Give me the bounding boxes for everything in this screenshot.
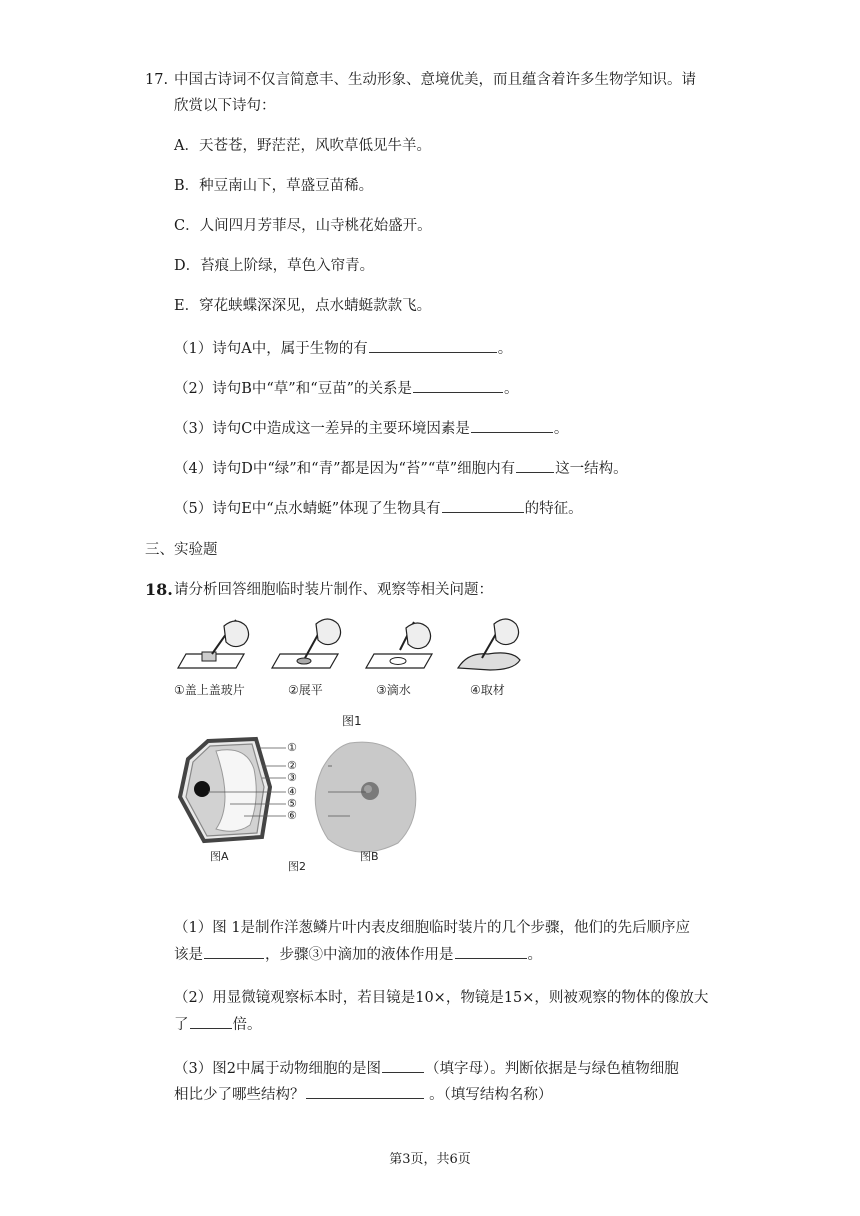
question-17-intro-line1: 中国古诗词不仅言简意丰、生动形象、意境优美，而且蕴含着许多生物学知识。请 — [174, 72, 696, 88]
q17-sub4-text: （4）诗句D中“绿”和“青”都是因为“苔”“草”细胞内有 — [174, 461, 516, 477]
answer-blank[interactable] — [369, 338, 497, 353]
answer-blank[interactable] — [382, 1058, 424, 1073]
figure-1-caption: 图1 — [342, 714, 362, 728]
structure-number-1: ① — [287, 741, 297, 754]
answer-blank[interactable] — [455, 944, 527, 959]
q18-sub3-line2 — [174, 1084, 552, 1105]
q17-sub5-text: （5）诗句E中“点水蜻蜓”体现了生物具有 — [174, 501, 441, 517]
option-c: C．人间四月芳菲尽，山寺桃花始盛开。 — [174, 218, 432, 234]
answer-blank[interactable] — [471, 418, 553, 433]
answer-blank[interactable] — [413, 378, 503, 393]
q17-sub3-text: （3）诗句C中造成这一差异的主要环境因素是 — [174, 421, 470, 437]
q18-sub2-line2 — [174, 1014, 262, 1035]
q18-sub1-text-c: 。 — [527, 947, 542, 963]
q18-sub1-text-a: 该是 — [174, 947, 203, 963]
q18-sub3-text-d: 。（填写结构名称） — [424, 1087, 553, 1103]
page-footer: 第3页，共6页 — [389, 1152, 471, 1167]
q18-sub1-line2 — [174, 944, 542, 965]
q18-sub2-text-b: 倍。 — [232, 1017, 262, 1033]
animal-cell-drawing — [315, 742, 416, 852]
structure-number-3: ③ — [287, 771, 297, 784]
q17-sub5 — [174, 498, 583, 519]
option-b: B．种豆南山下，草盛豆苗稀。 — [174, 178, 374, 194]
step-4-label: ④取材 — [470, 683, 505, 697]
q18-sub3-text-a: （3）图2中属于动物细胞的是图 — [174, 1061, 381, 1077]
figure-2-label-a: 图A — [210, 850, 229, 863]
step-cover-slip-drawing — [178, 620, 249, 668]
section-title: 三、实验题 — [145, 542, 218, 558]
answer-blank[interactable] — [204, 944, 264, 959]
step-drop-water-drawing — [366, 622, 432, 668]
structure-number-2: ② — [287, 759, 297, 772]
q18-sub2-text-a: 了 — [174, 1017, 189, 1033]
q17-sub4 — [174, 458, 628, 479]
q17-sub2 — [174, 378, 519, 399]
answer-blank[interactable] — [306, 1084, 424, 1099]
step-3-label: ③滴水 — [376, 683, 411, 697]
figure-2-caption: 图2 — [288, 860, 306, 873]
question-17-intro-line2: 欣赏以下诗句： — [174, 98, 276, 114]
q17-sub3-end: 。 — [553, 421, 569, 437]
structure-number-6: ⑥ — [287, 809, 297, 822]
q17-sub1-end: 。 — [497, 341, 513, 357]
q17-sub1 — [174, 338, 512, 359]
question-17-number: 17. — [145, 72, 169, 88]
option-a: A．天苍苍，野茫茫，风吹草低见牛羊。 — [174, 138, 431, 154]
plant-cell-drawing — [180, 739, 270, 841]
q17-sub4-end: 这一结构。 — [555, 461, 628, 477]
q18-sub1-text-b: ，步骤③中滴加的液体作用是 — [265, 947, 454, 963]
structure-number-5: ⑤ — [287, 797, 297, 810]
step-take-material-drawing — [458, 619, 520, 670]
q17-sub1-text: （1）诗句A中，属于生物的有 — [174, 341, 368, 357]
figure-2-label-b: 图B — [360, 850, 379, 863]
answer-blank[interactable] — [516, 458, 554, 473]
option-e: E．穿花蛱蝶深深见，点水蜻蜓款款飞。 — [174, 298, 432, 314]
step-1-label: ①盖上盖玻片 — [174, 683, 245, 697]
structure-number-4: ④ — [287, 785, 297, 798]
q18-sub3-text-b: （填字母）。判断依据是与绿色植物细胞 — [424, 1061, 679, 1077]
answer-blank[interactable] — [442, 498, 524, 513]
option-d: D．苔痕上阶绿，草色入帘青。 — [174, 258, 375, 274]
figure-1-illustration — [174, 612, 534, 684]
q18-sub3-line1 — [174, 1058, 679, 1079]
q17-sub5-end: 的特征。 — [524, 501, 583, 517]
q17-sub3 — [174, 418, 568, 439]
step-2-label: ②展平 — [288, 683, 323, 697]
step-spread-drawing — [272, 619, 341, 668]
q17-sub2-end: 。 — [504, 381, 519, 397]
q18-sub3-text-c: 相比少了哪些结构？ — [174, 1087, 305, 1103]
q18-sub2-line1: （2）用显微镜观察标本时，若目镜是10×，物镜是15×，则被观察的物体的像放大 — [174, 990, 709, 1006]
q17-sub2-text: （2）诗句B中“草”和“豆苗”的关系是 — [174, 381, 413, 397]
q18-sub1-line1: （1）图 1是制作洋葱鳞片叶内表皮细胞临时装片的几个步骤，他们的先后顺序应 — [174, 920, 691, 936]
answer-blank[interactable] — [190, 1014, 232, 1029]
figure-2-illustration — [174, 737, 424, 861]
question-18-intro: 请分析回答细胞临时装片制作、观察等相关问题： — [174, 582, 493, 598]
question-18-number: 18. — [145, 580, 173, 599]
